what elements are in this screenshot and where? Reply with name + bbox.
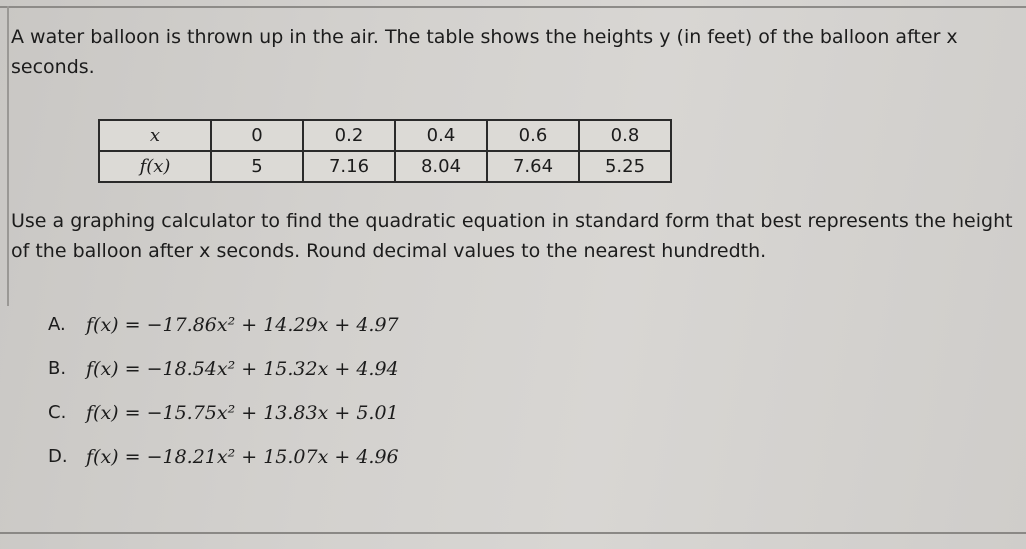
choice-equation: f(x) = −17.86x² + 14.29x + 4.97	[86, 314, 399, 336]
x-header: x	[99, 120, 211, 151]
table-row-fx	[99, 151, 671, 182]
fx-value: 7.16	[303, 151, 395, 182]
x-value: 0.6	[487, 120, 579, 151]
x-value: 0.4	[395, 120, 487, 151]
choice-b[interactable]	[48, 356, 399, 400]
data-table	[98, 119, 672, 183]
fx-value: 5	[211, 151, 303, 182]
answer-choices	[48, 312, 399, 488]
fx-value: 5.25	[579, 151, 671, 182]
choice-a[interactable]	[48, 312, 399, 356]
x-value: 0.2	[303, 120, 395, 151]
choice-letter: B.	[48, 358, 67, 379]
fx-value: 7.64	[487, 151, 579, 182]
x-value: 0.8	[579, 120, 671, 151]
question-text: Use a graphing calculator to find the quadratic equation in standard form that best represents the height of the balloon after x seconds. Round decimal values to the nearest hundredth.	[11, 210, 1013, 262]
problem-intro: A water balloon is thrown up in the air. The table shows the heights y (in feet) of the balloon after x seconds.	[11, 26, 958, 78]
choice-c[interactable]	[48, 400, 399, 444]
choice-letter: D.	[48, 446, 68, 467]
top-border-line	[0, 6, 1026, 8]
choice-letter: C.	[48, 402, 67, 423]
x-value: 0	[211, 120, 303, 151]
bottom-border-line	[0, 532, 1026, 534]
fx-header: f(x)	[99, 151, 211, 182]
choice-d[interactable]	[48, 444, 399, 488]
choice-letter: A.	[48, 314, 66, 335]
choice-equation: f(x) = −18.21x² + 15.07x + 4.96	[86, 446, 399, 468]
choice-equation: f(x) = −18.54x² + 15.32x + 4.94	[86, 358, 399, 380]
choice-equation: f(x) = −15.75x² + 13.83x + 5.01	[86, 402, 399, 424]
table-row-x	[99, 120, 671, 151]
left-border-line	[7, 6, 9, 306]
fx-value: 8.04	[395, 151, 487, 182]
